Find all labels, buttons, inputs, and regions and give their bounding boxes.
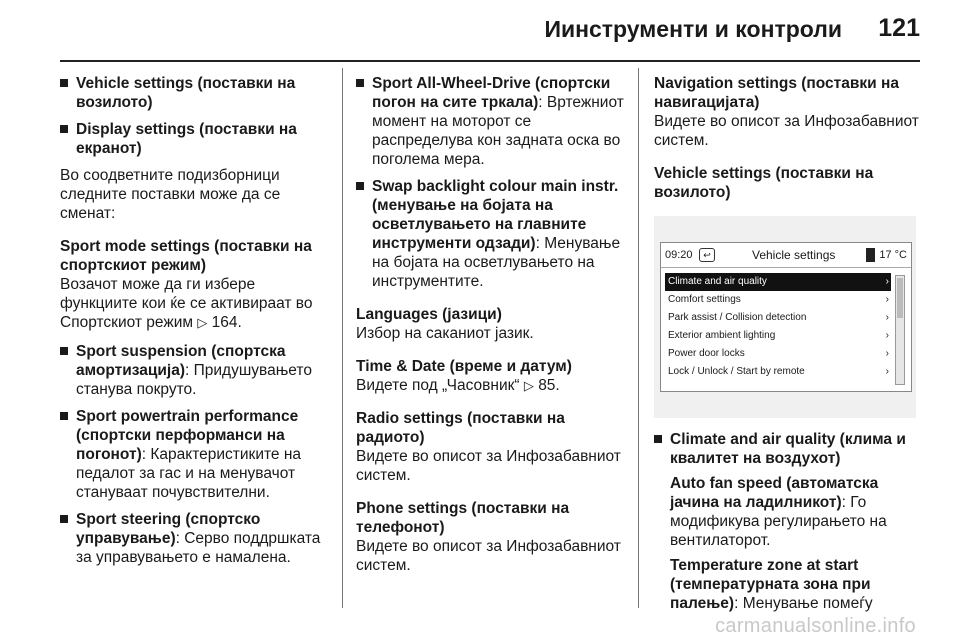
section-heading: Radio settings (поставки на радиото) bbox=[356, 410, 565, 446]
screen-status-bar bbox=[661, 243, 911, 268]
section-heading: Sport mode settings (поставки на спортскиот режим) bbox=[60, 238, 312, 274]
list-item: Swap backlight colour main instr. (менување на бојата на осветлувањето на главните инструменти одзади): Менување на бојата на осветлувањето на инструментите. bbox=[356, 177, 626, 291]
list-item: Sport powertrain performance (спортски перформанси на погонот): Карактеристиките на педалот за гас и на менувачот стануваат почувствителни. bbox=[60, 407, 332, 502]
column-1 bbox=[60, 74, 332, 575]
screen-scrollbar bbox=[895, 275, 905, 385]
section-text: Видете во описот за Инфозабавниот систем. bbox=[654, 113, 919, 149]
bullet-square-icon bbox=[356, 182, 364, 190]
section-heading: Vehicle settings (поставки на возилото) bbox=[654, 165, 874, 201]
list-item: Sport suspension (спортска амортизација): Придушувањето станува покруто. bbox=[60, 342, 332, 399]
sub-item: Auto fan speed (автоматска јачина на ладилникот): Го модификува регулирањето на вентилаторот. bbox=[670, 475, 887, 549]
menu-item-remote-lock: Lock / Unlock / Start by remote › bbox=[665, 363, 891, 381]
triangle-right-outline-icon: ▷ bbox=[197, 315, 208, 330]
section-text: Видете во описот за Инфозабавниот систем. bbox=[356, 448, 621, 484]
column-2 bbox=[356, 74, 626, 585]
thermometer-icon bbox=[866, 248, 875, 262]
menu-item-park-assist: Park assist / Collision detection › bbox=[665, 309, 891, 327]
screen-menu-list bbox=[665, 273, 891, 381]
page-number: 121 bbox=[878, 14, 920, 42]
list-item: Climate and air quality (клима и квалитет на воздухот) Auto fan speed (автоматска јачина на ладилникот): Го модификува регулирањето на вентилаторот. Temperature zone at start (температурната зона при палење): Менување помеѓу bbox=[654, 430, 924, 613]
chevron-right-icon: › bbox=[885, 330, 889, 341]
triangle-right-outline-icon: ▷ bbox=[523, 378, 534, 393]
page-header bbox=[0, 0, 960, 62]
chevron-right-icon: › bbox=[885, 348, 889, 359]
menu-item-climate: Climate and air quality › bbox=[665, 273, 891, 291]
section-heading: Time & Date (време и датум) bbox=[356, 358, 572, 375]
sub-item: Temperature zone at start (температурната зона при палење): Менување помеѓу bbox=[670, 557, 873, 612]
page-title: Иинструменти и контроли bbox=[544, 16, 842, 42]
display-screenshot bbox=[654, 216, 916, 418]
menu-item-door-locks: Power door locks › bbox=[665, 345, 891, 363]
screen-title: Vehicle settings bbox=[751, 247, 836, 262]
scrollbar-thumb bbox=[897, 278, 903, 318]
list-item: Sport steering (спортско управување): Серво поддршката за управувањето е намалена. bbox=[60, 510, 332, 567]
chevron-right-icon: › bbox=[885, 366, 889, 377]
vehicle-settings-screen bbox=[660, 242, 912, 392]
section-heading: Phone settings (поставки на телефонот) bbox=[356, 500, 570, 536]
bullet-square-icon bbox=[60, 79, 68, 87]
intro-text: Во соодветните подизборници следните поставки може да се сменат: bbox=[60, 167, 281, 222]
bullet-square-icon bbox=[60, 515, 68, 523]
chevron-right-icon: › bbox=[885, 294, 889, 305]
section-heading: Languages (јазици) bbox=[356, 306, 502, 323]
bullet-square-icon bbox=[654, 435, 662, 443]
section-heading: Navigation settings (поставки на навигацијата) bbox=[654, 75, 899, 111]
back-icon: ↩ bbox=[699, 248, 715, 262]
chevron-right-icon: › bbox=[885, 312, 889, 323]
section-text: Видете под „Часовник“ ▷ 85. bbox=[356, 377, 560, 394]
screen-time: 09:20 bbox=[665, 248, 693, 261]
section-text: Избор на саканиот јазик. bbox=[356, 325, 534, 342]
section-text: Видете во описот за Инфозабавниот систем. bbox=[356, 538, 621, 574]
bullet-square-icon bbox=[356, 79, 364, 87]
column-3 bbox=[654, 74, 924, 621]
bullet-square-icon bbox=[60, 347, 68, 355]
header-rule bbox=[60, 60, 920, 62]
screen-temperature: 17 °C bbox=[879, 248, 907, 261]
list-item: Sport All-Wheel-Drive (спортски погон на сите тркала): Вртежниот момент на моторот се распределува кон задната оска во поголема мера. bbox=[356, 74, 626, 169]
chevron-right-icon: › bbox=[885, 276, 889, 287]
bullet-square-icon bbox=[60, 412, 68, 420]
list-item: Vehicle settings (поставки на возилото) bbox=[60, 74, 332, 112]
column-divider bbox=[342, 68, 343, 608]
section-text: Возачот може да ги избере функциите кои ќе се активираат во Спортскиот режим ▷ 164. bbox=[60, 276, 313, 331]
menu-item-exterior-lighting: Exterior ambient lighting › bbox=[665, 327, 891, 345]
watermark: carmanualsonline.info bbox=[715, 615, 916, 637]
column-divider bbox=[638, 68, 639, 608]
list-item: Display settings (поставки на екранот) bbox=[60, 120, 332, 158]
bullet-square-icon bbox=[60, 125, 68, 133]
menu-item-comfort: Comfort settings › bbox=[665, 291, 891, 309]
